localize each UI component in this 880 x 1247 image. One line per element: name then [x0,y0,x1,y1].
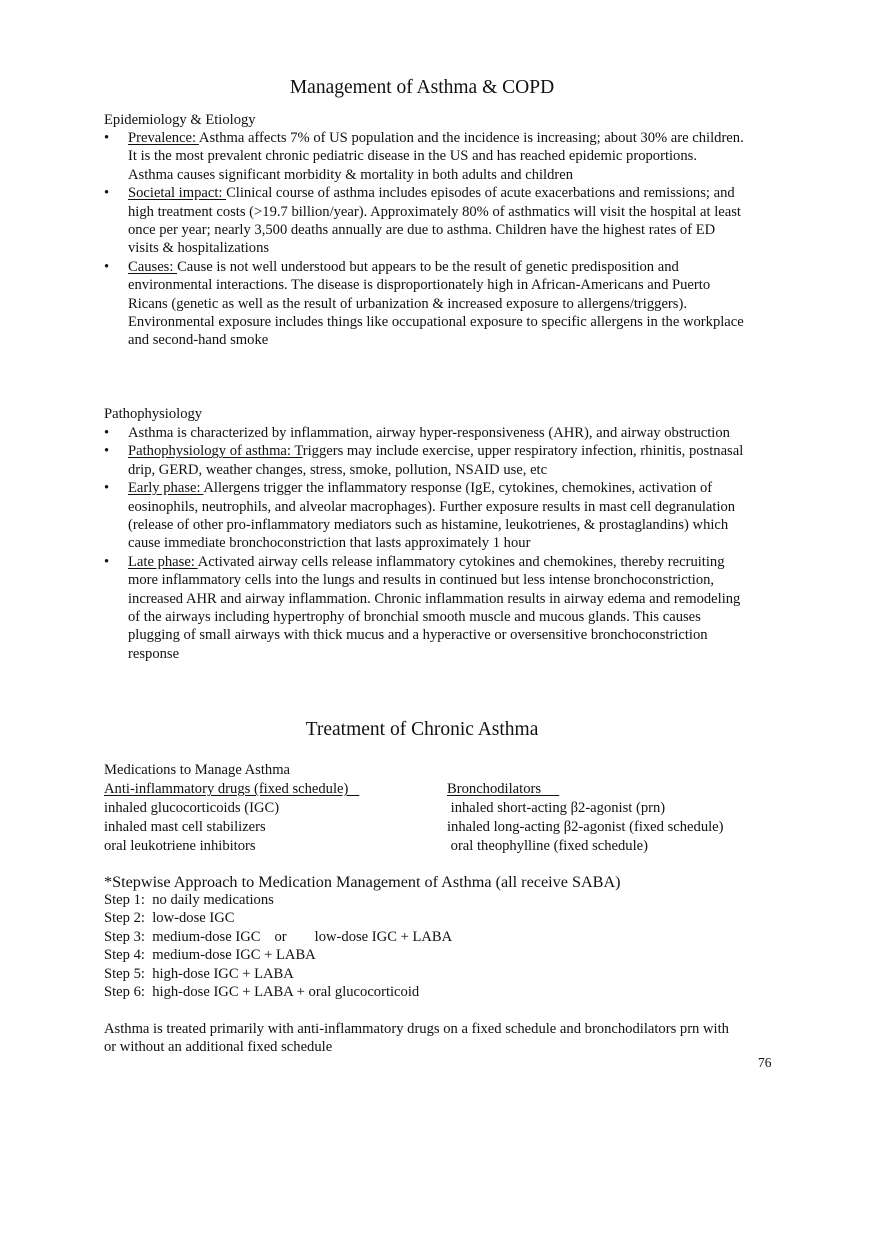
medications-heading: Medications to Manage Asthma [104,762,291,778]
step-text: Step 1: no daily medications [104,892,274,908]
anti-inflammatory-drug: inhaled mast cell stabilizers [104,819,266,835]
step-item [104,983,452,1001]
table-row [104,799,784,818]
bronchodilators-heading: Bronchodilators [447,781,560,797]
stepwise-heading: *Stepwise Approach to Medication Management of Asthma (all receive SABA) [104,873,621,891]
treatment-title: Treatment of Chronic Asthma [305,719,539,740]
bullet-label: Prevalence: [128,130,199,146]
bronchodilator-drug: inhaled short-acting β2-agonist (prn) [447,800,666,816]
bullet-label: Causes: [128,258,178,275]
list-item [104,553,744,663]
list-item [104,129,744,184]
bullet-text: Activated airway cells release inflammatory cytokines and chemokines, thereby recruiting more inflammatory cells into the lungs and results in continued but less intense bronchoconstriction, increased AHR and airway inflammation. Chronic inflammation results in airway edema and remodeling of the airways including hypertrophy of bronchial smooth muscle and mucous glands. This causes plugging of small airways with thick mucus and a hyperactive or oversensitive bronchoconstriction response [128,553,741,662]
step-text: Step 4: medium-dose IGC + LABA [104,947,316,964]
pathophysiology-heading: Pathophysiology [104,406,203,422]
epidemiology-heading: Epidemiology & Etiology [104,112,256,128]
bullet-text: Cause is not well understood but appears to be the result of genetic predisposition and environmental interactions. The disease is disproportionately high in African-Americans and Puerto Ricans (genetic as well as the result of urbanization & increased exposure to allergens/triggers). Environmental exposure includes things like occupational exposure to specific allergens in the workplace and second-hand smoke [128,258,744,349]
step-or: or [274,928,287,945]
bullet-label: Early phase: [128,480,204,497]
step-item [104,965,452,983]
list-item [104,479,744,553]
anti-inflammatory-drug: inhaled glucocorticoids (IGC) [104,800,280,816]
medications-column-headers [104,780,784,799]
bullet-text: riggers may include exercise, upper respiratory infection, rhinitis, postnasal drip, GERD, weather changes, stress, smoke, pollution, NSAID use, etc [128,443,744,478]
bullet-text: Clinical course of asthma includes episodes of acute exacerbations and remissions; and high treatment costs (>19.7 billion/year). Approximately 80% of asthmatics will visit the hospital at least once per year; nearly 3,500 deaths annually are due to asthma. Children have the highest rates of ED visits & hospitalizations [128,185,741,257]
anti-inflammatory-drug: oral leukotriene inhibitors [104,838,256,854]
step-item [104,891,452,909]
list-item [104,442,744,479]
table-row [104,837,784,856]
step-text: Step 5: high-dose IGC + LABA [104,965,294,982]
medications-table [104,761,784,856]
epidemiology-list [104,129,744,350]
steps-list [104,891,452,1001]
bullet-text: Asthma affects 7% of US population and the incidence is increasing; about 30% are children. It is the most prevalent chronic pediatric disease in the US and has reached epidemic proportions. Asthma causes significant morbidity & mortality in both adults and children [128,130,744,183]
bullet-label: Late phase: [128,553,198,570]
medications-heading-row [104,761,784,780]
step-text: Step 3: medium-dose IGC [104,928,261,945]
step-item [104,928,452,946]
bronchodilator-drug: inhaled long-acting β2-agonist (fixed schedule) [447,819,724,835]
anti-inflammatory-heading: Anti-inflammatory drugs (fixed schedule) [104,781,360,797]
list-item [104,258,744,350]
bronchodilator-drug: oral theophylline (fixed schedule) [447,838,648,854]
list-item [104,424,744,442]
bullet-label: Pathophysiology of asthma: T [128,443,303,460]
pathophysiology-list [104,424,744,663]
step-text: Step 2: low-dose IGC [104,910,235,927]
list-item [104,184,744,258]
page-number: 76 [758,1055,772,1070]
step-text: Step 6: high-dose IGC + LABA + oral glucocorticoid [104,983,420,1000]
step-item [104,909,452,927]
summary-paragraph: Asthma is treated primarily with anti-inflammatory drugs on a fixed schedule and bronchodilators prn with or without an additional fixed schedule [104,1021,729,1056]
page-title: Management of Asthma & COPD [289,77,555,98]
step-item [104,946,452,964]
step-alternative: low-dose IGC + LABA [314,928,453,945]
table-row [104,818,784,837]
bullet-label: Societal impact: [128,185,227,202]
bullet-text: Allergens trigger the inflammatory response (IgE, cytokines, chemokines, activation of eosinophils, neutrophils, and alveolar macrophages). Further exposure results in mast cell degranulation (release of other pro-inflammatory mediators such as histamine, leukotrienes, & prostaglandins) which cause immediate bronchoconstriction that lasts approximately 1 hour [128,480,736,552]
bullet-text: Asthma is characterized by inflammation, airway hyper-responsiveness (AHR), and airway obstruction [128,425,730,441]
